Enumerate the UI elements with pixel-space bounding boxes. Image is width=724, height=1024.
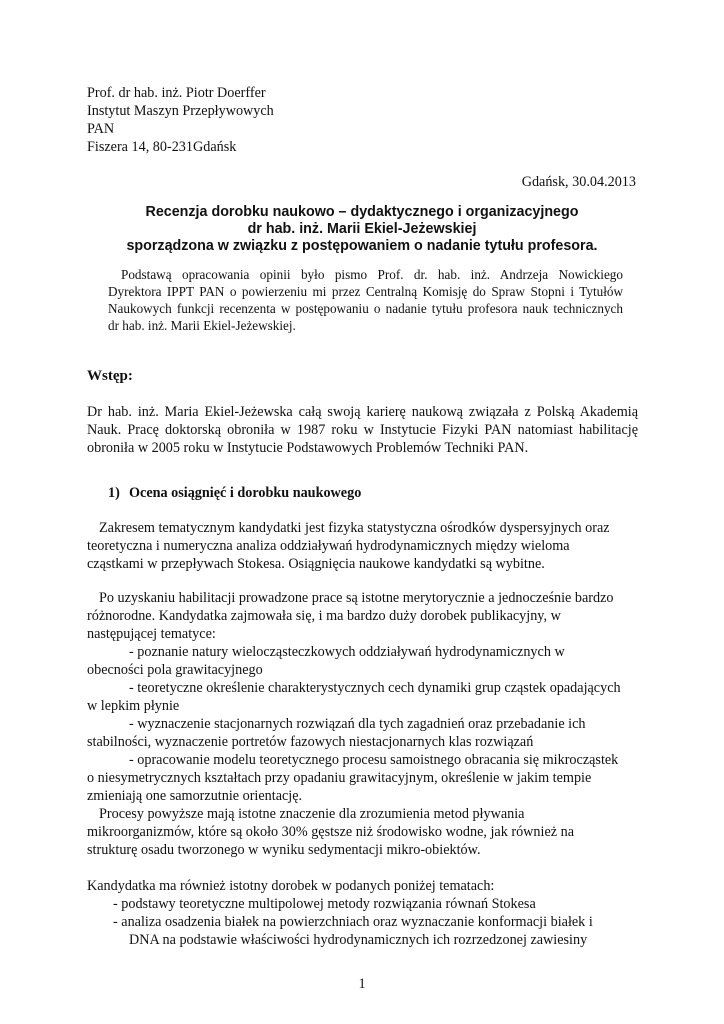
basis-line: Podstawą opracowania opinii było pismo Prof. dr. hab. inż. Andrzeja Nowickiego — [121, 267, 623, 282]
title-line: sporządzona w związku z postępowaniem o nadanie tytułu profesora. — [126, 238, 598, 254]
list-item: - podstawy teoretyczne multipolowej metody rozwiązania równań Stokesa — [113, 896, 536, 912]
place-date: Gdańsk, 30.04.2013 — [521, 174, 636, 190]
page-number: 1 — [358, 976, 366, 992]
paragraph-line: następującej tematyce: — [87, 626, 216, 642]
paragraph-line: różnorodne. Kandydatka zajmowała się, i ma bardzo duży dorobek publikacyjny, w — [87, 608, 561, 624]
sender-line: Prof. dr hab. inż. Piotr Doerffer — [87, 85, 266, 101]
topic-item-cont: o niesymetrycznych kształtach przy opadaniu grawitacyjnym, określenie w jakim tempie — [87, 770, 592, 786]
topic-item-cont: obecności pola grawitacyjnego — [87, 662, 263, 678]
topic-item: - teoretyczne określenie charakterystycznych cech dynamiki grup cząstek opadających — [129, 680, 621, 696]
paragraph-line: mikroorganizmów, które są około 30% gęstsze niż środowisko wodne, jak również na — [87, 824, 574, 840]
paragraph-line: Po uzyskaniu habilitacji prowadzone prace są istotne merytorycznie a jednocześnie bardzo — [99, 590, 614, 606]
section-heading: Ocena osiągnięć i dorobku naukowego — [129, 485, 362, 501]
topic-item-cont: stabilności, wyznaczenie portretów fazowych niestacjonarnych klas rozwiązań — [87, 734, 534, 750]
intro-line: Dr hab. inż. Maria Ekiel-Jeżewska całą swoją karierę naukową związała z Polską Akademią — [87, 404, 638, 420]
paragraph-line: strukturę osadu tworzonego w wyniku sedymentacji mikro-obiektów. — [87, 842, 481, 858]
basis-line: dr hab. inż. Marii Ekiel-Jeżewskiej. — [108, 318, 296, 333]
sender-line: Instytut Maszyn Przepływowych — [87, 103, 274, 119]
topic-item-cont: zmieniają one samorzutnie orientację. — [87, 788, 303, 804]
title-line: Recenzja dorobku naukowo – dydaktycznego i organizacyjnego — [145, 204, 579, 220]
topic-item: - opracowanie modelu teoretycznego procesu samoistnego obracania się mikrocząstek — [129, 752, 619, 768]
paragraph-line: cząstkami w przepływach Stokesa. Osiągnięcia naukowe kandydatki są wybitne. — [87, 556, 545, 572]
intro-heading: Wstęp: — [87, 368, 133, 384]
paragraph-line: teoretyczna i numeryczna analiza oddziaływań hydrodynamicznych między wieloma — [87, 538, 570, 554]
paragraph-line: Zakresem tematycznym kandydatki jest fizyka statystyczna ośrodków dyspersyjnych oraz — [99, 520, 610, 536]
intro-line: Nauk. Pracę doktorską obroniła w 1987 roku w Instytucie Fizyki PAN natomiast habilitację — [87, 422, 638, 438]
list-item-cont: DNA na podstawie właściwości hydrodynamicznych ich rozrzedzonej zawiesiny — [129, 932, 588, 948]
basis-line: Naukowych funkcji recenzenta w postępowaniu o nadanie tytułu profesora nauk technicznych — [108, 301, 623, 316]
sender-line: Fiszera 14, 80-231Gdańsk — [87, 139, 237, 155]
topic-item: - poznanie natury wielocząsteczkowych oddziaływań hydrodynamicznych w — [129, 644, 565, 660]
list-item: - analiza osadzenia białek na powierzchniach oraz wyznaczanie konformacji białek i — [113, 914, 593, 930]
paragraph-line: Procesy powyższe mają istotne znaczenie dla zrozumienia metod pływania — [99, 806, 525, 822]
intro-line: obroniła w 2005 roku w Instytucie Podstawowych Problemów Techniki PAN. — [87, 440, 529, 456]
paragraph-line: Kandydatka ma również istotny dorobek w podanych poniżej tematach: — [87, 878, 495, 894]
topic-item-cont: w lepkim płynie — [87, 698, 180, 714]
topic-item: - wyznaczenie stacjonarnych rozwiązań dla tych zagadnień oraz przebadanie ich — [129, 716, 586, 732]
basis-line: Dyrektora IPPT PAN o powierzeniu mi przez Centralną Komisję do Spraw Stopni i Tytułów — [108, 284, 623, 299]
section-number: 1) — [108, 485, 120, 501]
sender-line: PAN — [87, 121, 115, 137]
title-line: dr hab. inż. Marii Ekiel-Jeżewskiej — [247, 221, 477, 237]
